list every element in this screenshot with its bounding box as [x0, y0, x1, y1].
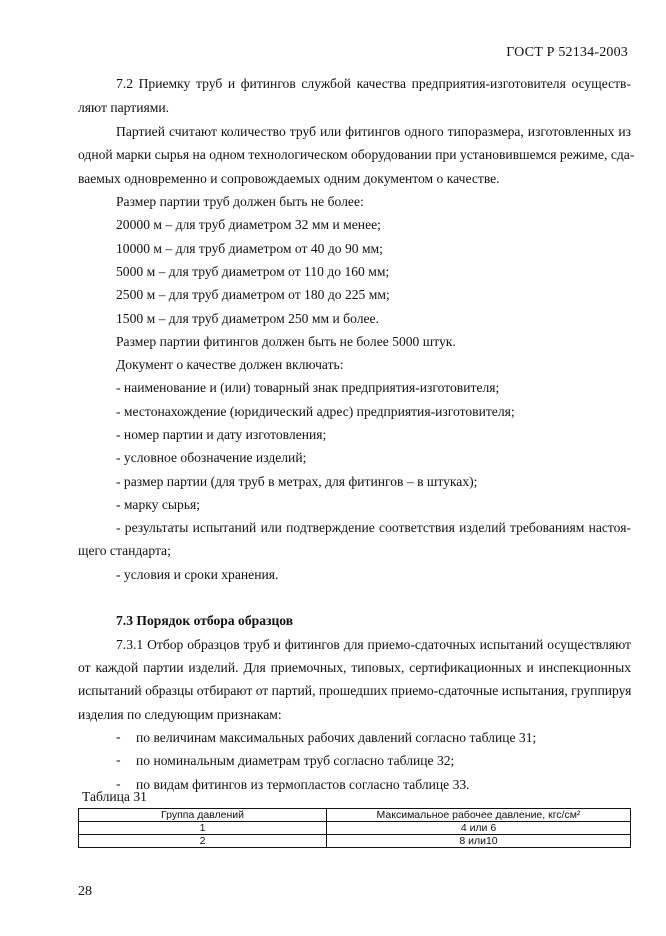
table-row: [79, 835, 631, 848]
pipe-batch-title: Размер партии труб должен быть не более:: [116, 194, 364, 209]
sampling-line-3: испытаний образцы отбирают от партий, прошедших приемо-сдаточные испытания, группируя: [78, 683, 632, 698]
batch-def-line-3: ваемых одновременно и сопровождаемых одним документом о качестве.: [78, 171, 500, 186]
cell-group: 1: [79, 822, 327, 835]
quality-doc-item-long-1: - результаты испытаний или подтверждение соответствия изделий требованиям настоя-: [116, 520, 631, 535]
pipe-batch-item: 2500 м – для труб диаметром от 180 до 225 мм;: [116, 287, 390, 302]
cell-pressure: 8 или10: [327, 835, 631, 848]
sampling-line-4: изделия по следующим признакам:: [78, 707, 282, 722]
sampling-line-2: от каждой партии изделий. Для приемочных, типовых, сертификационных и инспекционных: [78, 660, 631, 675]
table-row: [79, 822, 631, 835]
grouping-criterion: по видам фитингов из термопластов согласно таблице 33.: [136, 777, 470, 792]
quality-doc-item-last: - условия и сроки хранения.: [116, 567, 279, 582]
bullet-mark: -: [116, 776, 121, 791]
quality-doc-item: - марку сырья;: [116, 497, 201, 512]
quality-doc-item: - наименование и (или) товарный знак предприятия-изготовителя;: [116, 380, 500, 395]
table-header-row: [79, 809, 631, 822]
page-number: 28: [78, 884, 92, 899]
bullet-mark: -: [116, 752, 121, 767]
pipe-batch-item: 5000 м – для труб диаметром от 110 до 160 мм;: [116, 264, 390, 279]
section-7-3-title: 7.3 Порядок отбора образцов: [116, 613, 294, 628]
quality-doc-item: - условное обозначение изделий;: [116, 450, 307, 465]
grouping-criterion: по номинальным диаметрам труб согласно таблице 32;: [136, 753, 455, 768]
quality-doc-item: - местонахождение (юридический адрес) предприятия-изготовителя;: [116, 404, 515, 419]
sampling-line-1: 7.3.1 Отбор образцов труб и фитингов для приемо-сдаточных испытаний осуществляют: [116, 637, 631, 652]
quality-doc-title: Документ о качестве должен включать:: [116, 357, 344, 372]
bullet-mark: -: [116, 729, 121, 744]
batch-def-line-1: Партией считают количество труб или фитингов одного типоразмера, изготовленных из: [116, 124, 631, 139]
table-31-caption: Таблица 31: [82, 789, 147, 804]
fitting-batch-size: Размер партии фитингов должен быть не более 5000 штук.: [116, 334, 456, 349]
standard-header: ГОСТ Р 52134-2003: [506, 45, 628, 60]
pipe-batch-item: 20000 м – для труб диаметром 32 мм и менее;: [116, 217, 381, 232]
cell-pressure: 4 или 6: [327, 822, 631, 835]
col-header-pressure-group: Группа давлений: [79, 809, 327, 822]
paragraph-7-2-line-2: ляют партиями.: [78, 100, 170, 115]
col-header-max-pressure: Максимальное рабочее давление, кгс/см²: [327, 809, 631, 822]
table-31: [78, 808, 631, 848]
cell-group: 2: [79, 835, 327, 848]
grouping-criterion: по величинам максимальных рабочих давлений согласно таблице 31;: [136, 730, 537, 745]
paragraph-7-2-line-1: 7.2 Приемку труб и фитингов службой качества предприятия-изготовителя осуществ-: [116, 76, 631, 91]
batch-def-line-2: одной марки сырья на одном технологическом оборудовании при установившемся режиме, сда-: [78, 147, 635, 162]
pipe-batch-item: 1500 м – для труб диаметром 250 мм и более.: [116, 311, 379, 326]
pipe-batch-item: 10000 м – для труб диаметром от 40 до 90 мм;: [116, 241, 383, 256]
quality-doc-item: - номер партии и дату изготовления;: [116, 427, 327, 442]
quality-doc-item: - размер партии (для труб в метрах, для фитингов – в штуках);: [116, 474, 478, 489]
quality-doc-item-long-2: щего стандарта;: [78, 543, 171, 558]
